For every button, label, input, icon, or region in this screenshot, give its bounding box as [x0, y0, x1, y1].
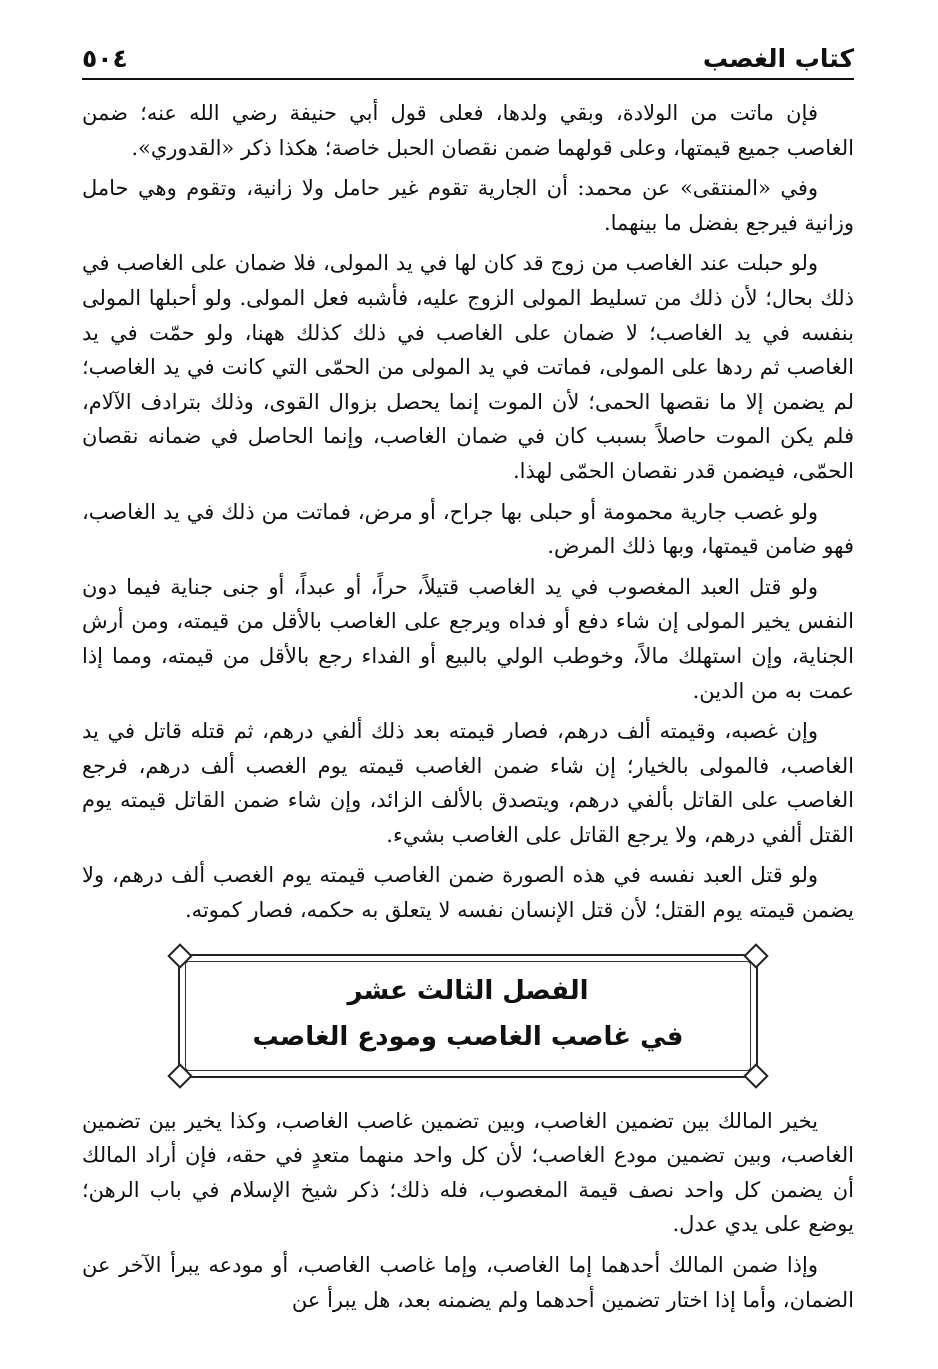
page-header — [82, 38, 854, 80]
book-page — [82, 38, 854, 1323]
paragraph: وإذا ضمن المالك أحدهما إما الغاصب، وإما غاصب الغاصب، أو مودعه يبرأ الآخر عن الضمان، وأما إذا اختار تضمين أحدهما ولم يضمنه بعد، هل يبرأ عن — [82, 1253, 854, 1312]
paragraph: وإن غصبه، وقيمته ألف درهم، فصار قيمته بعد ذلك ألفي درهم، ثم قتله قاتل في يد الغاصب، فالمولى بالخيار؛ إن شاء ضمن الغاصب قيمته يوم الغصب ألف درهم، فرجع الغاصب على القاتل بألفي درهم، ويتصدق بالألف الزائد، وإن شاء ضمن القاتل قيمته يوم القتل ألفي درهم، ولا يرجع القاتل على الغاصب بشيء. — [82, 719, 854, 847]
ornament-corner — [743, 1063, 768, 1088]
paragraph: وفي «المنتقى» عن محمد: أن الجارية تقوم غير حامل ولا زانية، وتقوم وهي حامل وزانية فيرجع بفضل ما بينهما. — [82, 176, 854, 235]
ornament-corner — [743, 943, 768, 968]
paragraph: يخير المالك بين تضمين الغاصب، وبين تضمين غاصب الغاصب، وكذا يخير بين تضمين الغاصب، وبين تضمين مودع الغاصب؛ لأن كل واحد منهما متعدٍ في حقه، فإن أراد المالك أن يضمن كل واحد نصف قيمة المغصوب، فله ذلك؛ ذكر شيخ الإسلام في باب الرهن؛ يوضع على يدي عدل. — [82, 1108, 854, 1237]
chapter-title: في غاصب الغاصب ومودع الغاصب — [252, 1021, 684, 1052]
ornament-corner — [167, 943, 192, 968]
chapter-heading-box — [178, 954, 758, 1078]
ornament-corner — [167, 1063, 192, 1088]
chapter-number: الفصل الثالث عشر — [347, 975, 589, 1006]
paragraph: ولو غصب جارية محمومة أو حبلى بها جراح، أو مرض، فماتت من ذلك في يد الغاصب، فهو ضامن قيمتها، وبها ذلك المرض. — [82, 499, 854, 559]
paragraph: فإن ماتت من الولادة، وبقي ولدها، فعلى قول أبي حنيفة رضي الله عنه؛ ضمن الغاصب جميع قيمتها، وعلى قولهما ضمن نقصان الحبل خاصة؛ هكذا ذكر «القدوري». — [82, 101, 854, 160]
body-text — [82, 96, 854, 1317]
paragraph: ولو قتل العبد نفسه في هذه الصورة ضمن الغاصب قيمته يوم الغصب ألف درهم، ولا يضمن قيمته يوم القتل؛ لأن قتل الإنسان نفسه لا يتعلق به حكمه، فصار كموته. — [82, 863, 854, 923]
paragraph: ولو قتل العبد المغصوب في يد الغاصب قتيلاً، حراً، أو عبداً، أو جنى جناية فيما دون النفس يخير المولى إن شاء دفع أو فداه ويرجع على الغاصب بالأقل من قيمته، ومن أرش الجناية، وإن استهلك مالاً، وخوطب الولي بالبيع أو الفداء رجع بالأقل من قيمته، ومما إذا عمت به من الدين. — [82, 574, 854, 703]
book-title: كتاب الغصب — [702, 44, 854, 73]
page-number: ٥٠٤ — [82, 44, 128, 73]
paragraph: ولو حبلت عند الغاصب من زوج قد كان لها في يد المولى، فلا ضمان على الغاصب في ذلك بحال؛ لأن ذلك من تسليط المولى الزوج عليه، فأشبه فعل المولى. ولو أحبلها المولى بنفسه في يد الغاصب؛ لا ضمان على الغاصب في ذلك كذلك ههنا، ولو حمّت في يد الغاصب ثم ردها على المولى، فماتت في يد المولى من الحمّى التي كانت في يد الغاصب؛ لم يضمن إلا ما نقصها الحمى؛ لأن الموت إنما يحصل بزوال القوى، وذلك بترادف الآلام، فلم يكن الموت حاصلاً بسبب كان في ضمان الغاصب، وإنما الحاصل في ضمانه نقصان الحمّى، فيضمن قدر نقصان الحمّى لهذا. — [82, 251, 854, 483]
